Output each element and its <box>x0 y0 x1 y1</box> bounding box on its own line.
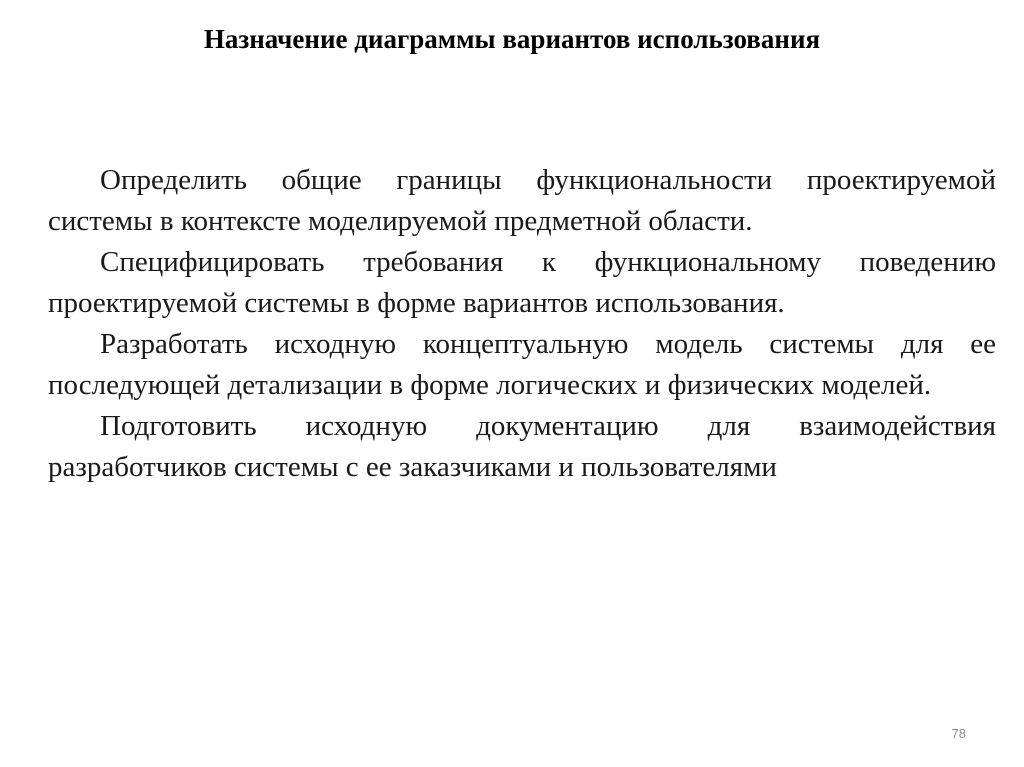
paragraph-specify-requirements: Специфицировать требования к функциональному поведению проектируемой системы в форме вариантов использования. <box>48 246 996 319</box>
slide-title: Назначение диаграммы вариантов использования <box>203 24 821 54</box>
paragraph-define-boundaries: Определить общие границы функциональности проектируемой системы в контексте моделируемой предметной области. <box>48 164 996 237</box>
page-number: 78 <box>951 726 966 741</box>
slide-body <box>48 160 996 488</box>
paragraph-prepare-documentation: Подготовить исходную документацию для взаимодействия разработчиков системы с ее заказчиками и пользователями <box>48 410 996 483</box>
paragraph-conceptual-model: Разработать исходную концептуальную модель системы для ее последующей детализации в форме логических и физических моделей. <box>48 328 996 401</box>
